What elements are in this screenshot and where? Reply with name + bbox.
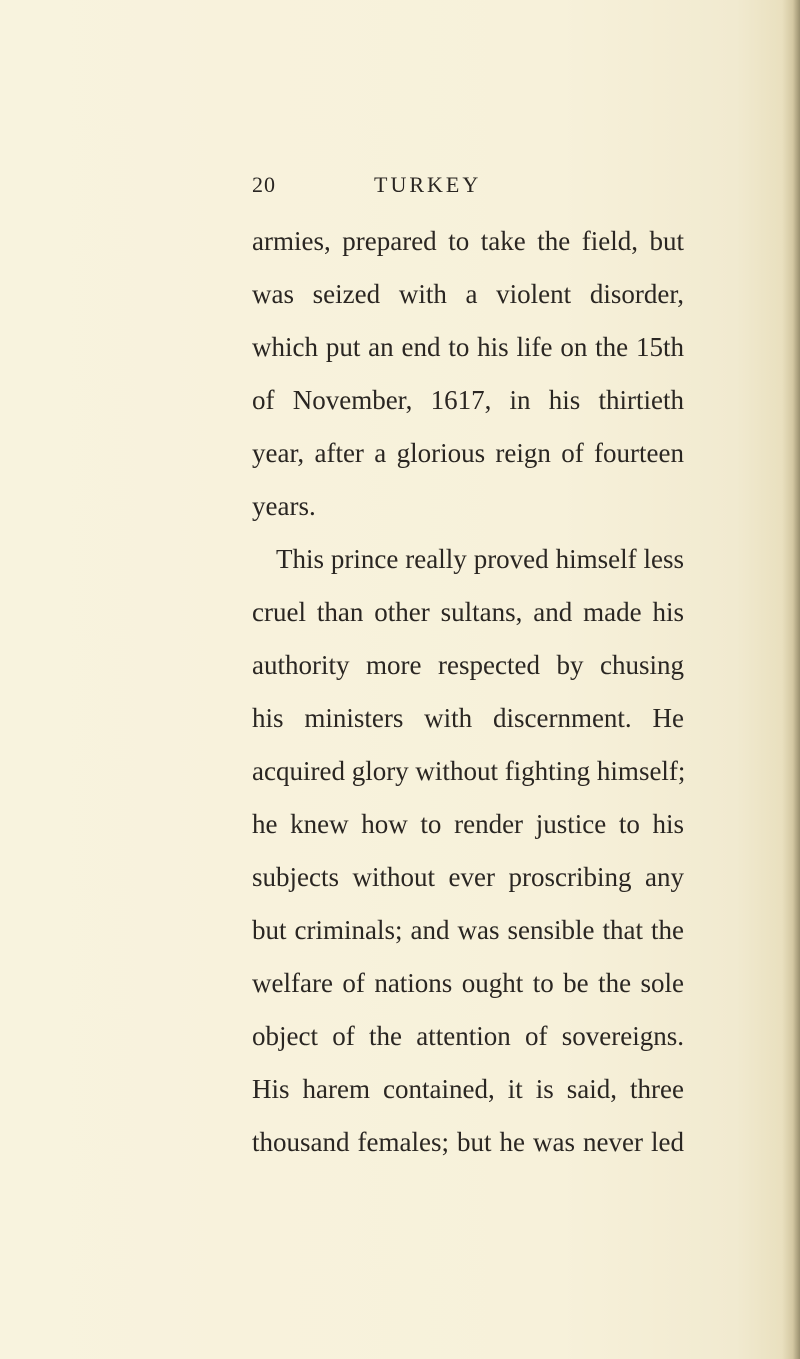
text-line: authority more respected by chusing (252, 650, 684, 680)
text-line: of November, 1617, in his thirtieth (252, 385, 684, 415)
text-line: armies, prepared to take the field, but (252, 226, 684, 256)
text-line: cruel than other sultans, and made his (252, 597, 684, 627)
text-line: subjects without ever proscribing any (252, 862, 684, 892)
text-line: His harem contained, it is said, three (252, 1074, 684, 1104)
running-head: TURKEY (374, 172, 482, 197)
text-line: year, after a glorious reign of fourteen (252, 438, 684, 468)
text-line: years. (252, 491, 316, 521)
text-line: thousand females; but he was never led (252, 1127, 684, 1157)
text-line: he knew how to render justice to his (252, 809, 684, 839)
text-line: his ministers with discernment. He (252, 703, 684, 733)
page-edge-shadow (782, 0, 800, 1359)
text-line: acquired glory without fighting himself; (252, 756, 686, 786)
text-line: object of the attention of sovereigns. (252, 1021, 684, 1051)
text-line: but criminals; and was sensible that the (252, 915, 684, 945)
page-number: 20 (252, 172, 276, 197)
page-header (252, 172, 672, 212)
text-line: welfare of nations ought to be the sole (252, 968, 684, 998)
body-text (252, 215, 684, 1169)
text-line: This prince really proved himself less (276, 544, 684, 574)
text-line: which put an end to his life on the 15th (252, 332, 684, 362)
text-line: was seized with a violent disorder, (252, 279, 684, 309)
